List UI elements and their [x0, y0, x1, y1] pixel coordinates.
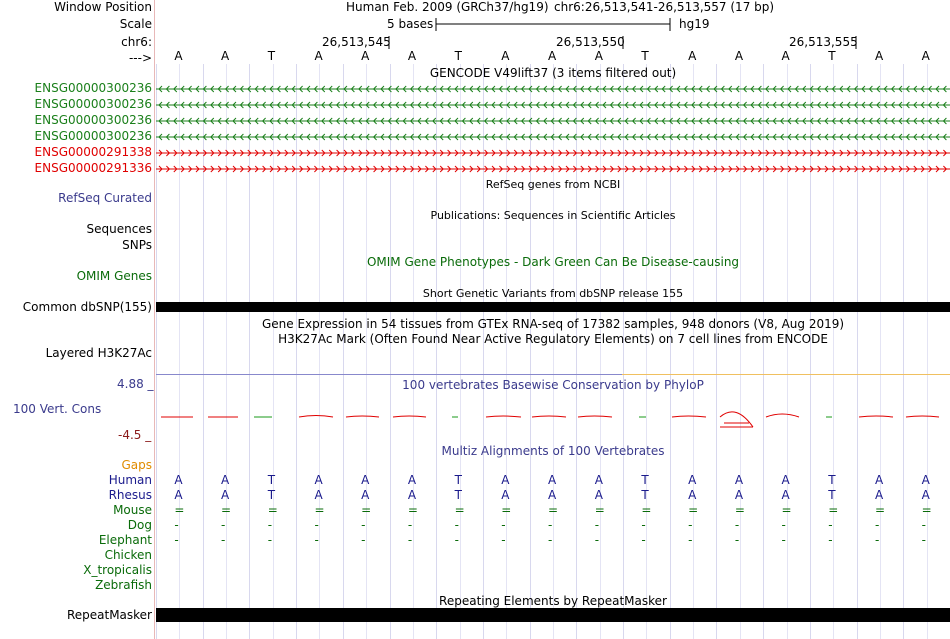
alignment-base: T	[267, 473, 276, 487]
h3k27ac-title[interactable]: H3K27Ac Mark (Often Found Near Active Regulatory Elements) on 7 cell lines from ENCODE	[278, 332, 828, 346]
gene-feature[interactable]	[156, 101, 950, 109]
assembly-name: Human Feb. 2009 (GRCh37/hg19)	[346, 0, 549, 14]
alignment-base: -	[921, 518, 926, 532]
alignment-base: =	[828, 503, 839, 517]
alignment-base: -	[221, 518, 226, 532]
alignment-base: =	[874, 503, 885, 517]
gene-feature[interactable]	[156, 165, 950, 173]
alignment-base: =	[501, 503, 512, 517]
base-letter: A	[921, 49, 930, 63]
species-label[interactable]: Chicken	[104, 548, 152, 562]
alignment-base: =	[548, 503, 559, 517]
alignment-base: T	[454, 488, 462, 502]
alignment-base: A	[921, 473, 930, 487]
conservation-title[interactable]: 100 vertebrates Basewise Conservation by PhyloP	[402, 378, 704, 392]
gene-label[interactable]: ENSG00000300236	[34, 81, 152, 95]
h3k27ac-signal-orange	[622, 374, 950, 375]
gene-feature[interactable]	[156, 149, 950, 157]
alignment-base: A	[361, 488, 370, 502]
alignment-base: -	[688, 518, 693, 532]
alignment-base: -	[734, 533, 740, 547]
gene-feature[interactable]	[156, 117, 950, 125]
repeatmasker-bar[interactable]	[156, 608, 950, 622]
omim-title[interactable]: OMIM Gene Phenotypes - Dark Green Can Be Disease-causing	[366, 255, 740, 269]
base-letter: A	[548, 49, 557, 63]
alignment-base: -	[454, 533, 459, 547]
tick-label: 26,513,555	[789, 35, 858, 49]
label-separator	[154, 0, 155, 639]
base-letter: A	[781, 49, 790, 63]
alignment-base: =	[734, 503, 745, 517]
window-position-label: Window Position	[54, 0, 152, 14]
base-letter: A	[688, 49, 697, 63]
alignment-base: -	[407, 518, 413, 532]
alignment-base: -	[174, 518, 179, 532]
alignment-base: -	[454, 518, 459, 532]
base-letter: A	[501, 49, 510, 63]
alignment-base: A	[734, 488, 744, 502]
base-letter: A	[174, 49, 183, 63]
alignment-base: =	[594, 503, 605, 517]
base-letter: A	[361, 49, 370, 63]
alignment-base: T	[828, 488, 836, 502]
gene-label[interactable]: ENSG00000300236	[34, 113, 152, 127]
refseq-label[interactable]: RefSeq Curated	[58, 191, 152, 205]
base-letter: A	[734, 49, 744, 63]
species-label[interactable]: Elephant	[98, 533, 152, 547]
sequences-label[interactable]: Sequences	[86, 222, 152, 236]
alignment-base: -	[874, 533, 880, 547]
refseq-title[interactable]: RefSeq genes from NCBI	[485, 178, 621, 191]
cons-max-value: 4.88 _	[117, 377, 154, 391]
alignment-base: -	[548, 533, 553, 547]
alignment-base: T	[828, 473, 836, 487]
alignment-base: A	[688, 488, 697, 502]
scale-bar	[434, 17, 674, 32]
alignment-base: =	[688, 503, 699, 517]
gene-label[interactable]: ENSG00000291336	[34, 161, 152, 175]
alignment-base: =	[361, 503, 372, 517]
alignment-base: A	[174, 488, 183, 502]
alignment-base: -	[874, 518, 880, 532]
strand-label: --->	[128, 51, 152, 65]
base-letter: T	[828, 49, 836, 63]
repeatmasker-label[interactable]: RepeatMasker	[66, 608, 152, 622]
alignment-base: A	[594, 488, 603, 502]
tick-label: 26,513,545	[322, 35, 391, 49]
alignment-base: -	[548, 518, 553, 532]
gene-label[interactable]: ENSG00000300236	[34, 97, 152, 111]
alignment-base: -	[267, 533, 273, 547]
alignment-base: -	[781, 533, 786, 547]
alignment-base: A	[314, 473, 323, 487]
alignment-base: =	[921, 503, 932, 517]
alignment-base: A	[361, 473, 370, 487]
alignment-base: =	[174, 503, 185, 517]
alignment-base: -	[267, 518, 273, 532]
alignment-base: -	[781, 518, 786, 532]
species-label[interactable]: Zebrafish	[95, 578, 152, 592]
alignment-base: =	[641, 503, 652, 517]
alignment-base: =	[221, 503, 232, 517]
base-letter: A	[407, 49, 417, 63]
gaps-label[interactable]: Gaps	[121, 458, 152, 472]
alignment-base: -	[641, 533, 646, 547]
alignment-base: A	[874, 488, 884, 502]
alignment-base: A	[221, 488, 230, 502]
alignment-base: A	[501, 473, 510, 487]
alignment-base: -	[501, 533, 506, 547]
alignment-base: =	[314, 503, 325, 517]
dbsnp-label[interactable]: Common dbSNP(155)	[22, 300, 152, 314]
alignment-base: =	[267, 503, 278, 517]
alignment-base: -	[174, 533, 179, 547]
alignment-base: -	[594, 518, 600, 532]
alignment-base: A	[407, 488, 417, 502]
gencode-title[interactable]: GENCODE V49lift37 (3 items filtered out)	[429, 66, 677, 80]
alignment-base: A	[781, 488, 790, 502]
alignment-base: A	[921, 488, 930, 502]
alignment-base: A	[874, 473, 884, 487]
conservation-graph	[156, 405, 950, 430]
alignment-base: A	[221, 473, 230, 487]
alignment-base: -	[314, 518, 319, 532]
alignment-base: -	[361, 518, 366, 532]
alignment-base: -	[828, 518, 833, 532]
chr-label: chr6:	[121, 35, 152, 49]
alignment-base: A	[548, 473, 557, 487]
alignment-base: -	[921, 533, 926, 547]
species-label[interactable]: Dog	[127, 518, 152, 532]
alignment-base: -	[641, 518, 646, 532]
gene-label[interactable]: ENSG00000291338	[34, 145, 152, 159]
alignment-base: A	[781, 473, 790, 487]
scale-db: hg19	[679, 17, 710, 31]
alignment-base: -	[734, 518, 740, 532]
species-label[interactable]: Rhesus	[108, 488, 152, 502]
base-letter: T	[454, 49, 462, 63]
h3k27ac-label[interactable]: Layered H3K27Ac	[45, 346, 152, 360]
alignment-base: A	[501, 488, 510, 502]
alignment-base: T	[641, 488, 649, 502]
alignment-base: A	[594, 473, 603, 487]
base-letter: A	[874, 49, 884, 63]
base-letter: T	[641, 49, 649, 63]
alignment-base: A	[407, 473, 417, 487]
omim-label[interactable]: OMIM Genes	[76, 269, 152, 283]
alignment-base: -	[407, 533, 413, 547]
alignment-base: =	[454, 503, 465, 517]
gene-feature[interactable]	[156, 85, 950, 93]
alignment-base: -	[828, 533, 833, 547]
alignment-base: =	[407, 503, 418, 517]
base-letter: A	[594, 49, 603, 63]
position-readout[interactable]: chr6:26,513,541-26,513,557 (17 bp)	[554, 0, 775, 14]
gene-feature[interactable]	[156, 133, 950, 141]
snps-label[interactable]: SNPs	[122, 238, 152, 252]
repeatmasker-title[interactable]: Repeating Elements by RepeatMasker	[439, 594, 667, 608]
base-letter: A	[221, 49, 230, 63]
scale-label: Scale	[119, 17, 152, 31]
alignment-base: -	[314, 533, 319, 547]
publications-title[interactable]: Publications: Sequences in Scientific Articles	[430, 209, 676, 222]
cons-min-value: -4.5 _	[118, 428, 152, 442]
alignment-base: A	[174, 473, 183, 487]
alignment-base: -	[221, 533, 226, 547]
alignment-base: A	[734, 473, 744, 487]
alignment-base: -	[501, 518, 506, 532]
alignment-base: T	[454, 473, 462, 487]
dbsnp-bar[interactable]	[156, 302, 950, 312]
alignment-base: A	[688, 473, 697, 487]
tick-label: 26,513,550	[556, 35, 625, 49]
alignment-base: -	[594, 533, 600, 547]
alignment-base: -	[361, 533, 366, 547]
base-letter: A	[314, 49, 323, 63]
species-label[interactable]: X_tropicalis	[83, 563, 152, 577]
alignment-base: T	[641, 473, 649, 487]
conservation-label[interactable]: 100 Vert. Cons	[13, 402, 102, 416]
alignment-base: A	[314, 488, 323, 502]
scale-text: 5 bases	[387, 17, 434, 31]
gene-label[interactable]: ENSG00000300236	[34, 129, 152, 143]
alignment-base: -	[688, 533, 693, 547]
dbsnp-title[interactable]: Short Genetic Variants from dbSNP release 155	[422, 287, 684, 300]
alignment-base: A	[548, 488, 557, 502]
species-label[interactable]: Human	[108, 473, 152, 487]
gtex-title[interactable]: Gene Expression in 54 tissues from GTEx RNA-seq of 17382 samples, 948 donors (V8, Aug 2019)	[261, 317, 845, 331]
h3k27ac-signal-blue	[156, 374, 622, 375]
base-letter: T	[267, 49, 276, 63]
tick-marks	[380, 35, 880, 50]
multiz-title[interactable]: Multiz Alignments of 100 Vertebrates	[441, 444, 665, 458]
alignment-base: T	[267, 488, 276, 502]
species-label[interactable]: Mouse	[113, 503, 152, 517]
alignment-base: =	[781, 503, 792, 517]
